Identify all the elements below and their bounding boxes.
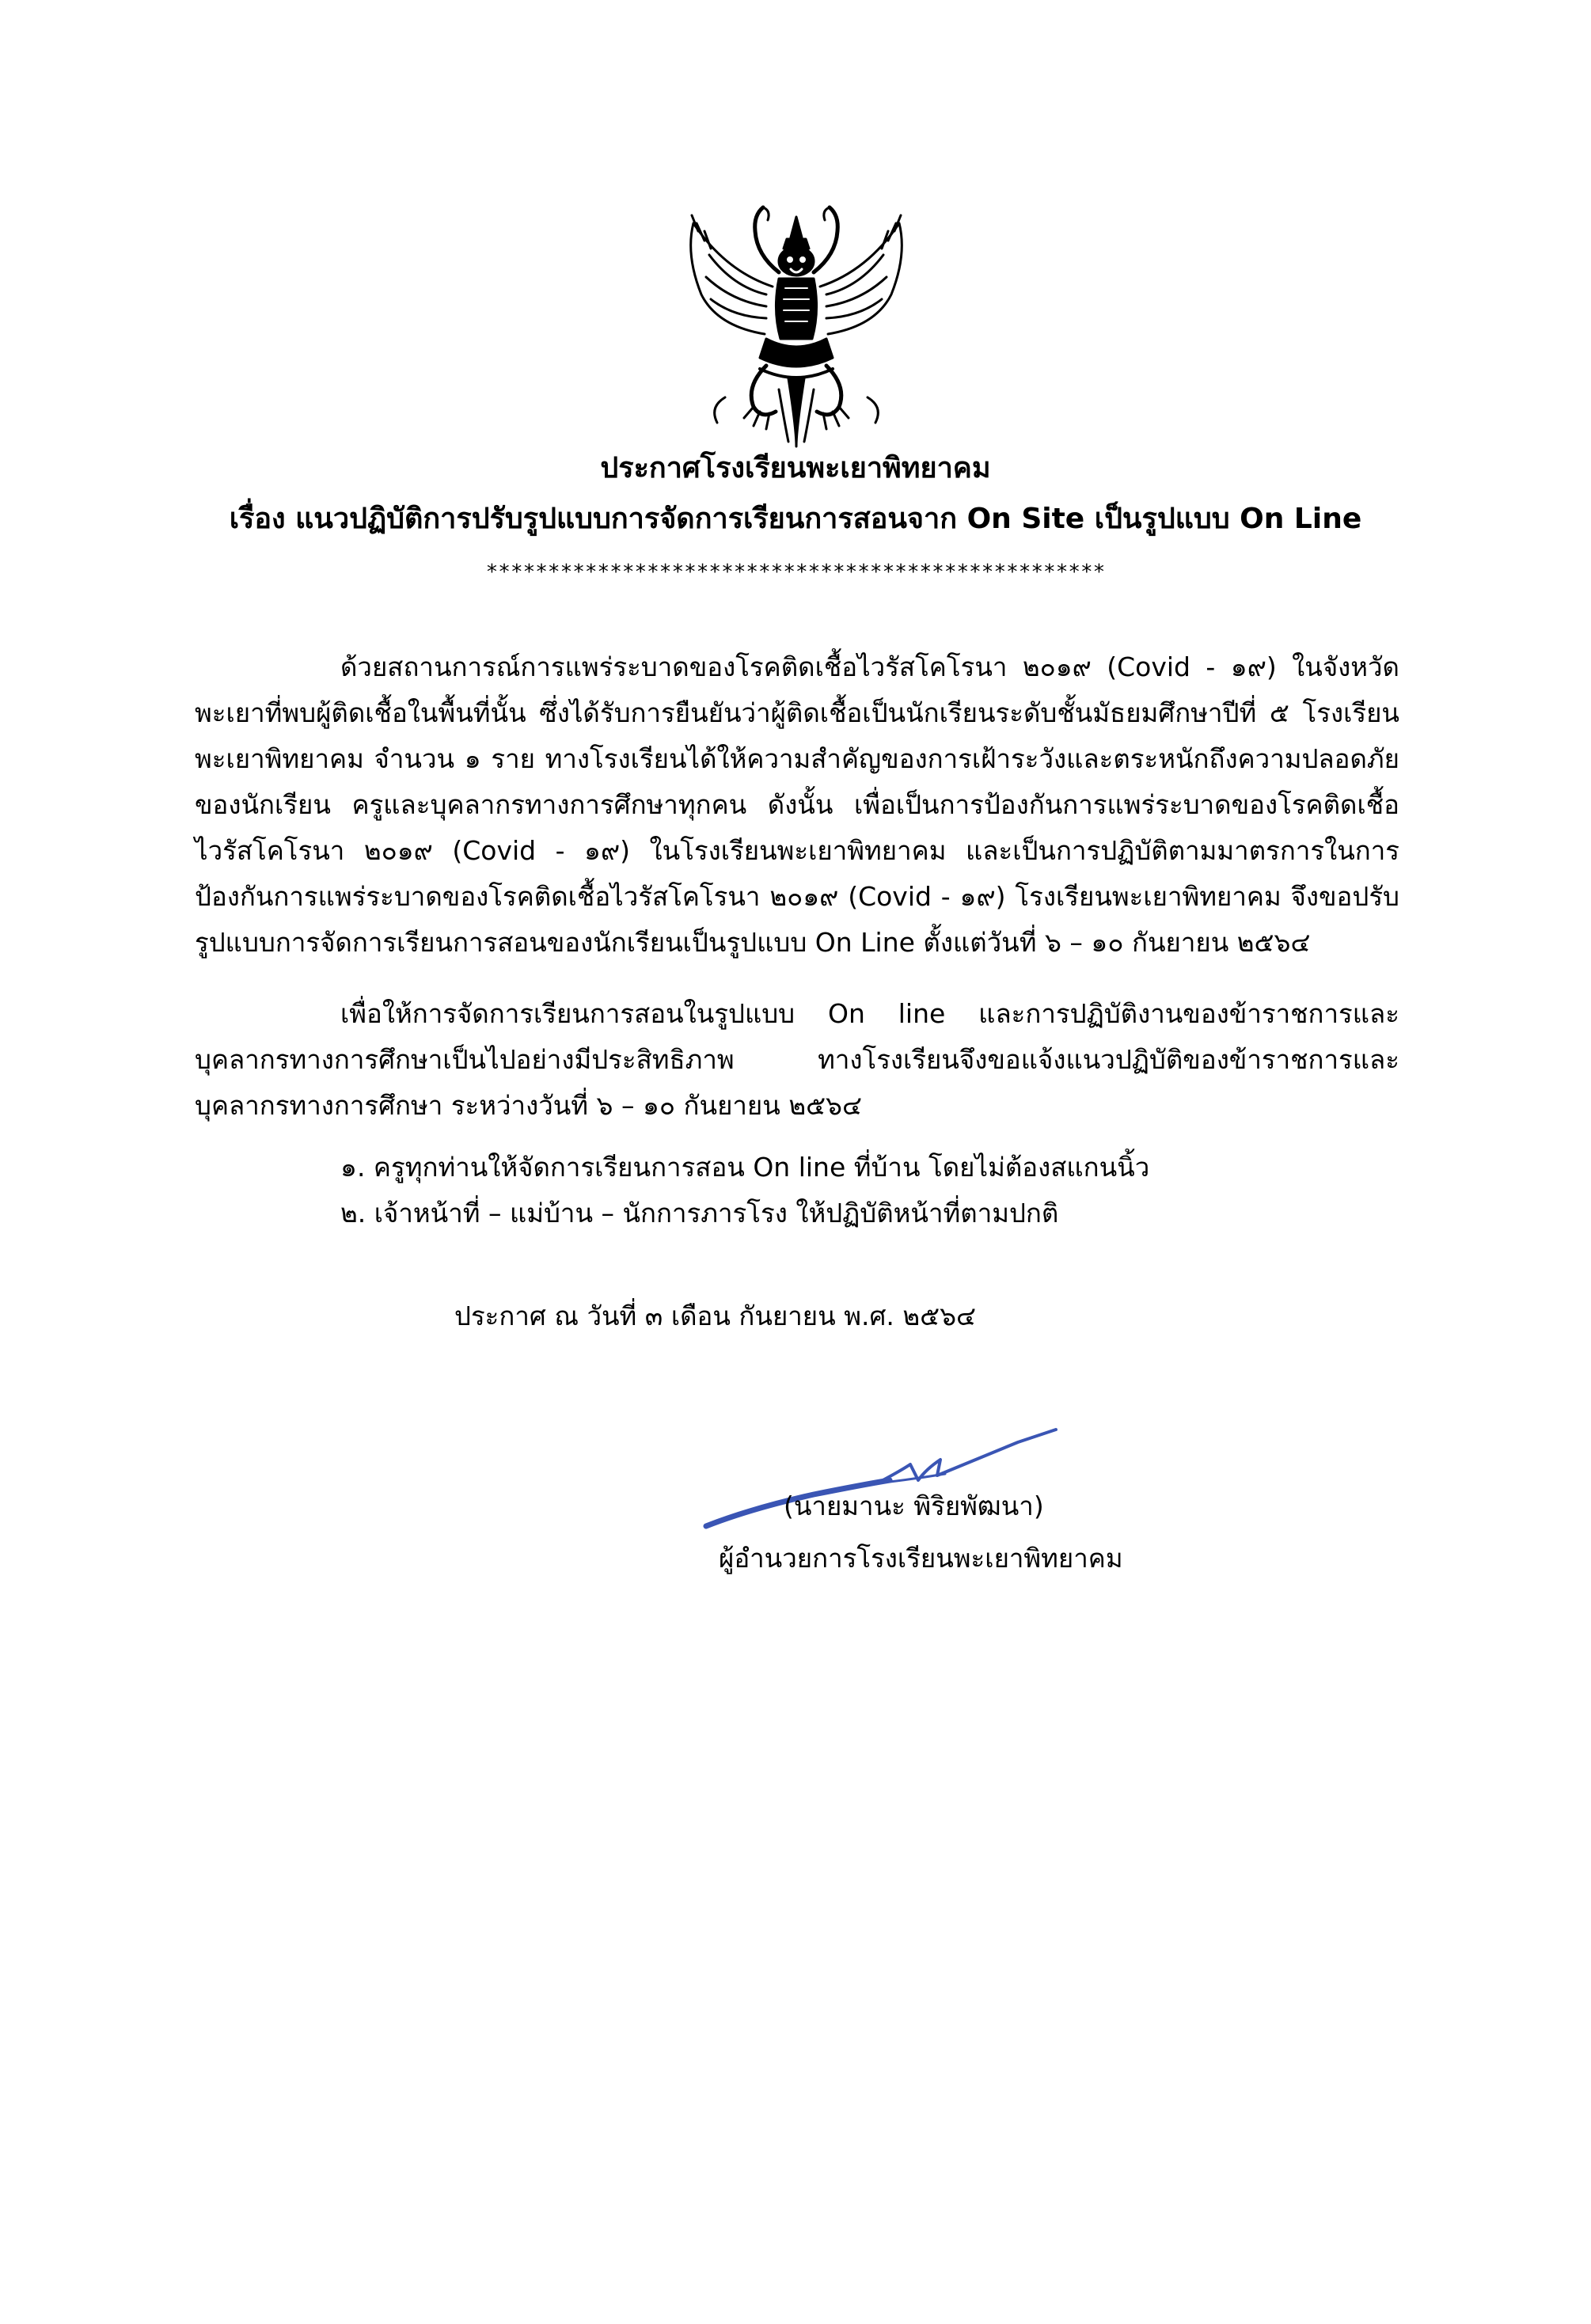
separator-line: ************************************************** (485, 560, 1106, 584)
announcement-subject: เรื่อง แนวปฏิบัติการปรับรูปแบบการจัดการเรียนการสอนจาก On Site เป็นรูปแบบ On Line (229, 503, 1362, 535)
signer-name: (นายมานะ พิริยพัฒนา) (784, 1490, 1044, 1521)
signer-position: ผู้อำนวยการโรงเรียนพะเยาพิทยาคม (719, 1543, 1123, 1574)
body-paragraph-2-block (195, 991, 1399, 1129)
body-paragraph-1: ด้วยสถานการณ์การแพร่ระบาดของโรคติดเชื้อไวรัสโคโรนา ๒๐๑๙ (Covid - ๑๙) ในจังหวัดพะเยาที่พบผู้ติดเชื้อในพื้นที่นั้น ซึ่งได้รับการยืนยันว่าผู้ติดเชื้อเป็นนักเรียนระดับชั้นมัธยมศึกษาปีที่ ๕ โรงเรียนพะเยาพิทยาคม จำนวน ๑ ราย ทางโรงเรียนได้ให้ความสำคัญของการเฝ้าระวังและตระหนักถึงความปลอดภัยของนักเรียน ครูและบุคลากรทางการศึกษาทุกคน ดังนั้น เพื่อเป็นการป้องกันการแพร่ระบาดของโรคติดเชื้อไวรัสโคโรนา ๒๐๑๙ (Covid - ๑๙) ในโรงเรียนพะเยาพิทยาคม และเป็นการปฏิบัติตามมาตรการในการป้องกันการแพร่ระบาดของโรคติดเชื้อไวรัสโคโรนา ๒๐๑๙ (Covid - ๑๙) โรงเรียนพะเยาพิทยาคม จึงขอปรับรูปแบบการจัดการเรียนการสอนของนักเรียนเป็นรูปแบบ On Line ตั้งแต่วันที่ ๖ – ๑๐ กันยายน ๒๕๖๔ (195, 651, 1399, 958)
list-item: ๒. เจ้าหน้าที่ – แม่บ้าน – นักการภารโรง ให้ปฏิบัติหน้าที่ตามปกติ (340, 1198, 1059, 1228)
body-paragraph-1-block (195, 644, 1399, 966)
list-item: ๑. ครูทุกท่านให้จัดการเรียนการสอน On line ที่บ้าน โดยไม่ต้องสแกนนิ้ว (340, 1152, 1150, 1183)
garuda-emblem-icon (678, 199, 915, 454)
announcement-title: ประกาศโรงเรียนพะเยาพิทยาคม (600, 452, 991, 484)
announcement-date: ประกาศ ณ วันที่ ๓ เดือน กันยายน พ.ศ. ๒๕๖๔ (454, 1301, 977, 1331)
body-paragraph-2: เพื่อให้การจัดการเรียนการสอนในรูปแบบ On line และการปฏิบัติงานของข้าราชการและบุคลากรทางการศึกษาเป็นไปอย่างมีประสิทธิภาพ ทางโรงเรียนจึงขอแจ้งแนวปฏิบัติของข้าราชการและบุคลากรทางการศึกษา ระหว่างวันที่ ๖ – ๑๐ กันยายน ๒๕๖๔ (195, 998, 1399, 1121)
